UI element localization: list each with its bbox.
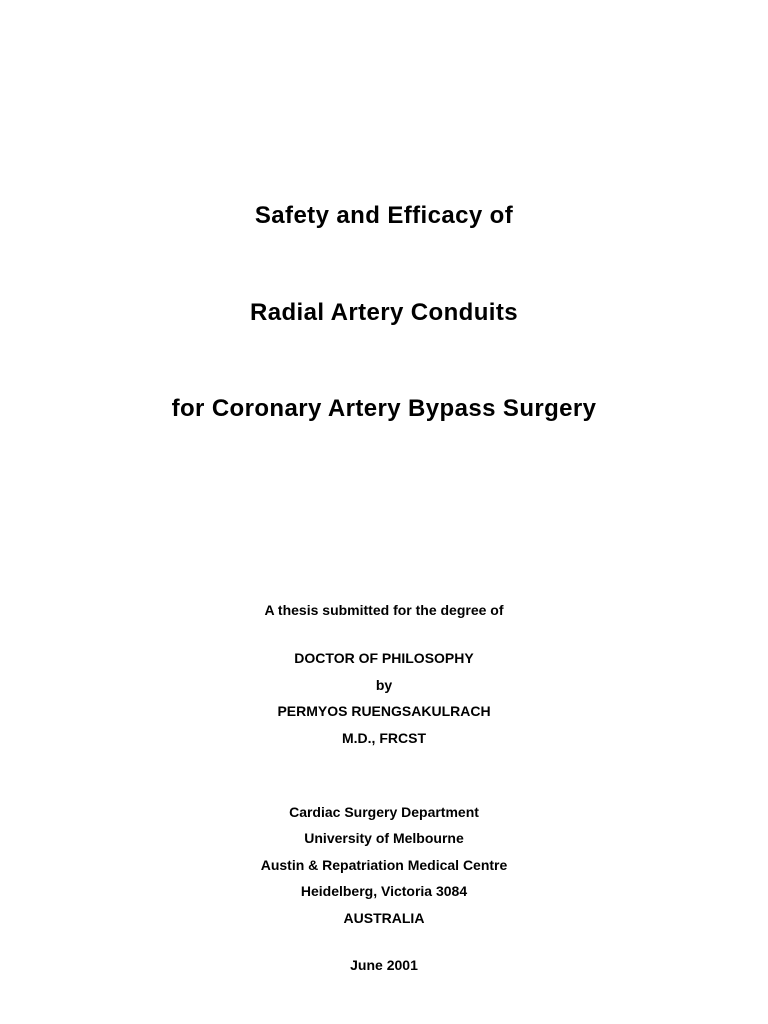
by-label: by xyxy=(375,677,393,693)
city-address: Heidelberg, Victoria 3084 xyxy=(300,883,468,899)
degree-name: DOCTOR OF PHILOSOPHY xyxy=(294,650,474,666)
submission-date: June 2001 xyxy=(350,957,418,973)
university-name: University of Melbourne xyxy=(304,830,464,846)
medical-centre-name: Austin & Repatriation Medical Centre xyxy=(260,857,508,873)
country-name: AUSTRALIA xyxy=(343,910,425,926)
department-name: Cardiac Surgery Department xyxy=(289,804,479,820)
author-credentials: M.D., FRCST xyxy=(342,730,426,746)
title-line-3: for Coronary Artery Bypass Surgery xyxy=(171,395,597,422)
author-name: PERMYOS RUENGSAKULRACH xyxy=(277,703,491,719)
submission-statement: A thesis submitted for the degree of xyxy=(264,602,504,618)
title-line-2: Radial Artery Conduits xyxy=(250,299,518,326)
title-line-1: Safety and Efficacy of xyxy=(254,202,514,229)
